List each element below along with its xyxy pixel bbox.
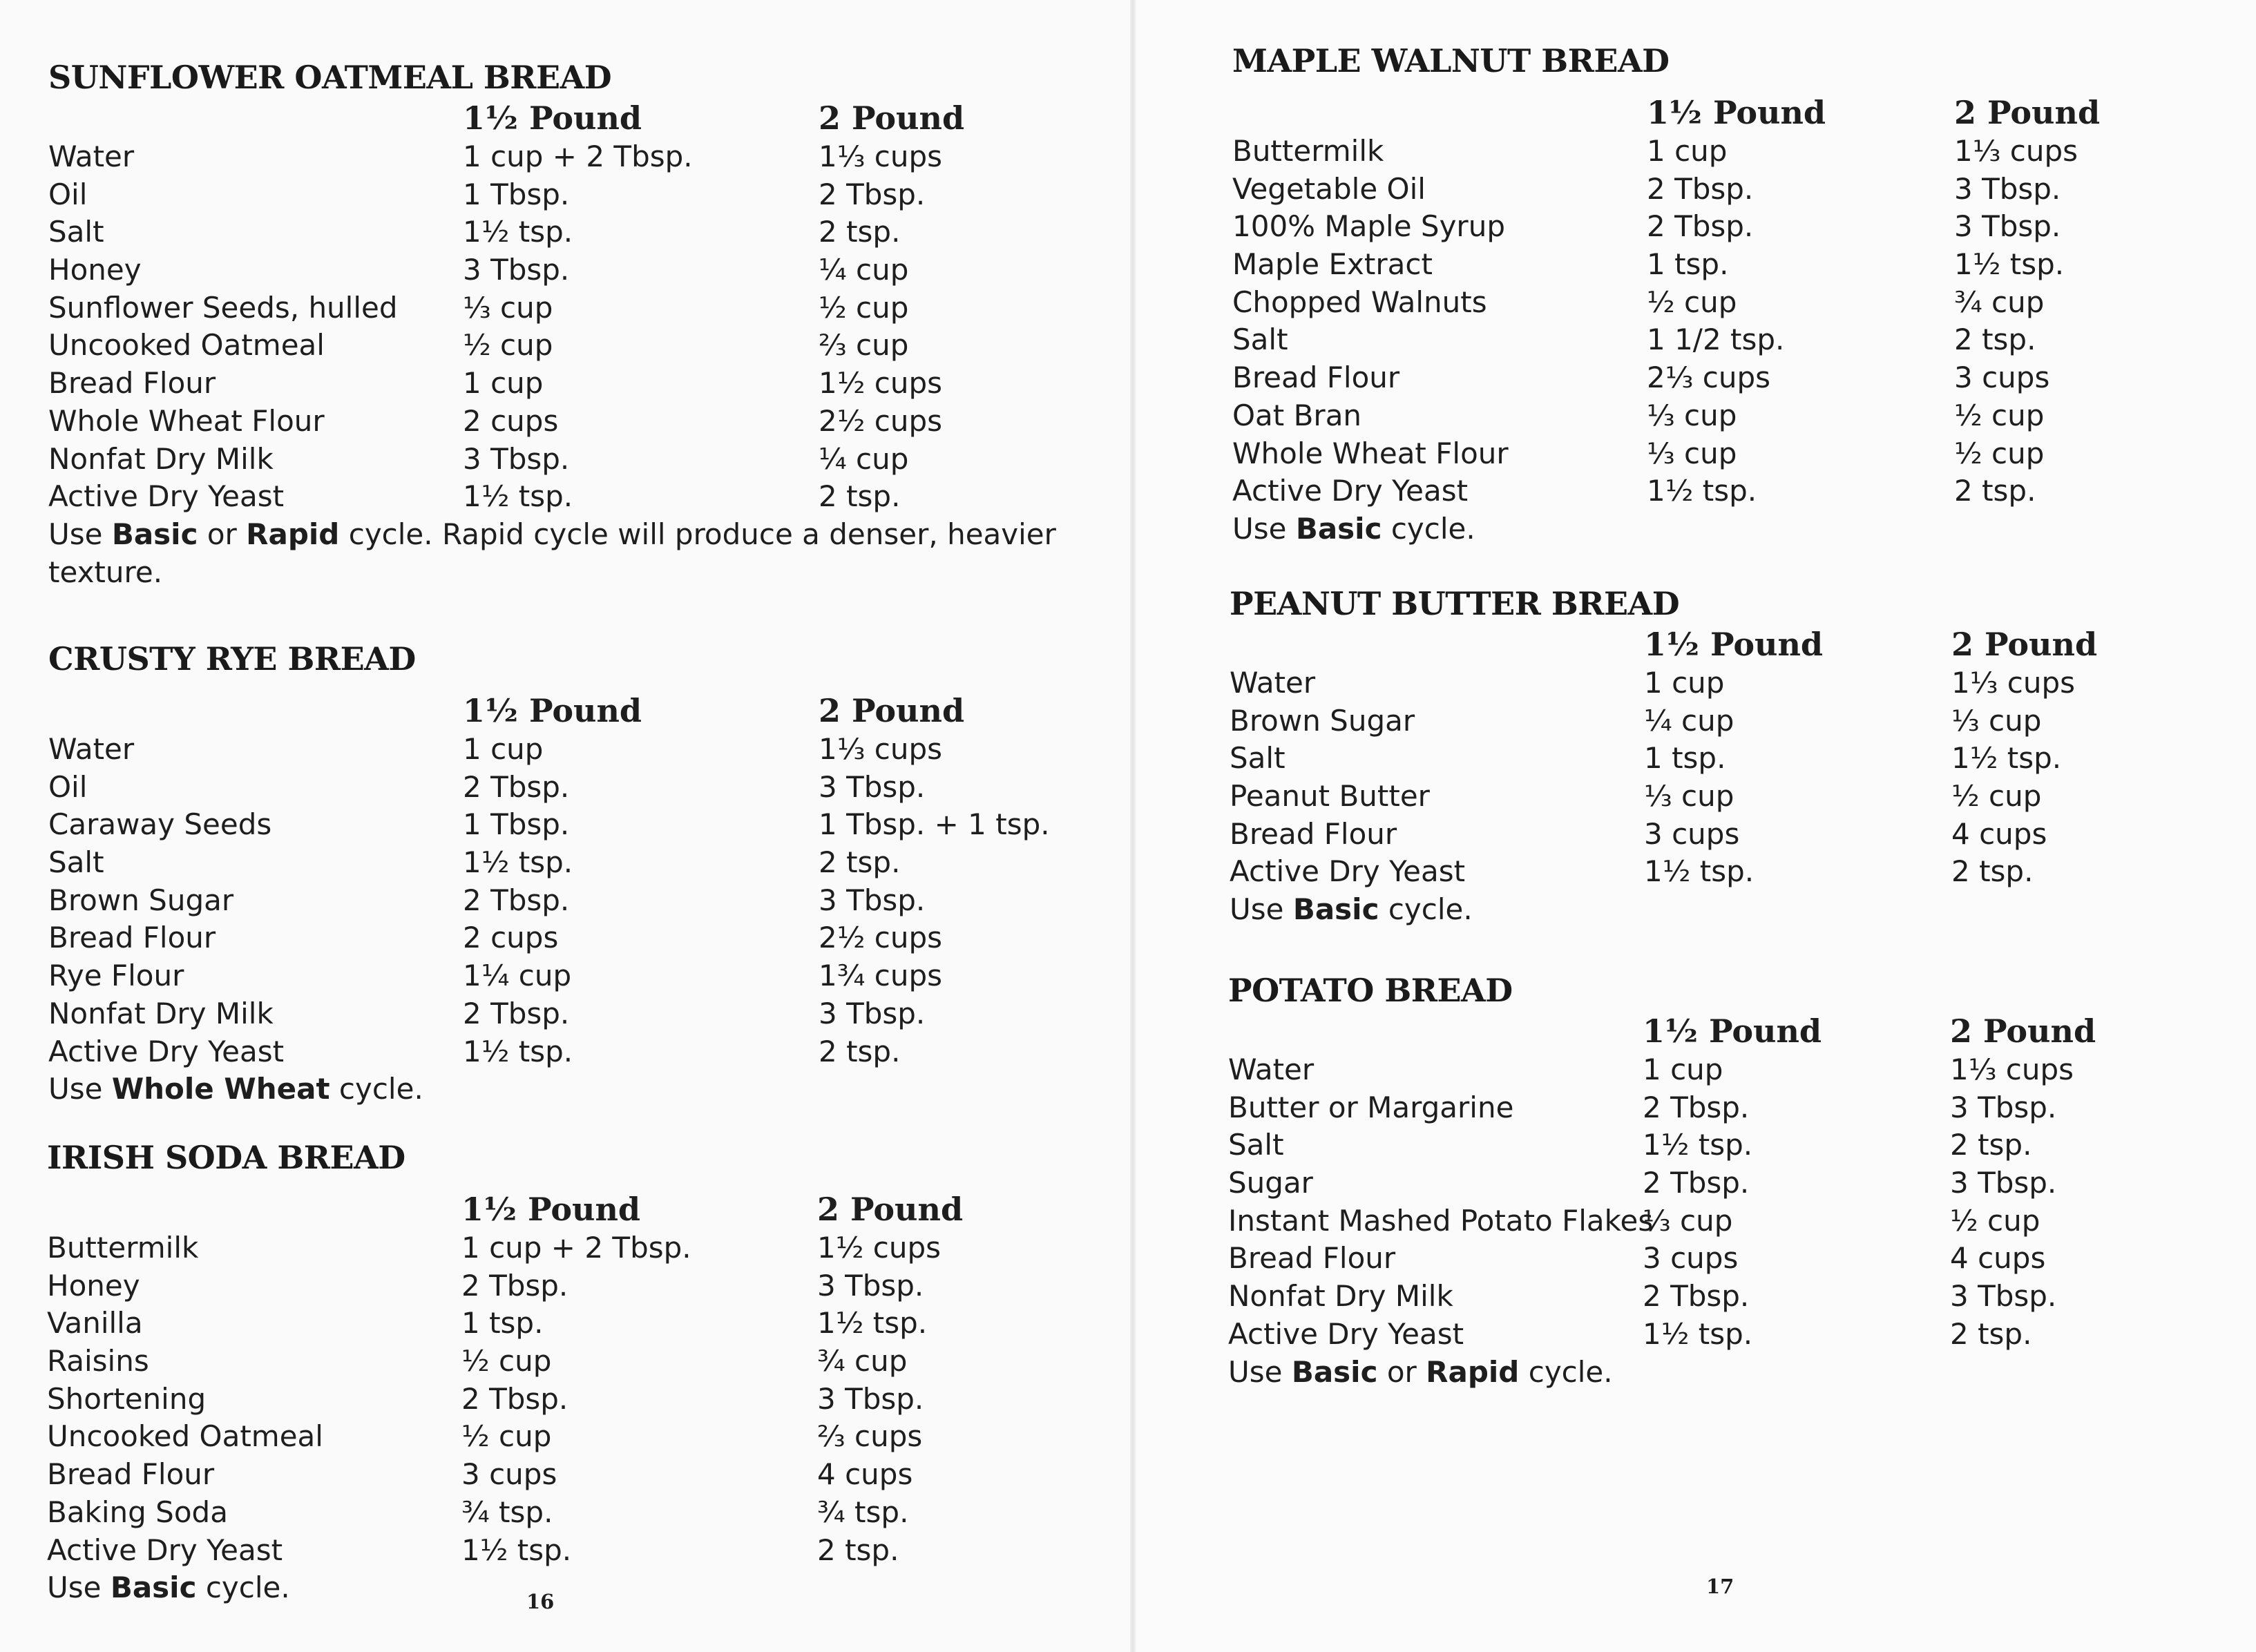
ingredient-row	[1232, 472, 2199, 510]
column-headers	[1230, 624, 2197, 664]
ingredient-row	[48, 138, 1057, 176]
ingredient-row	[47, 1418, 1055, 1456]
ingredient-row	[1230, 702, 2197, 740]
note-text: Use	[48, 517, 112, 551]
ingredient-row	[1228, 1240, 2195, 1278]
cycle-note	[1228, 1354, 2195, 1392]
column-header-1-5-pound: 1½ Pound	[461, 1191, 641, 1228]
amount-1-5-pound: 2 Tbsp.	[1643, 1166, 1750, 1200]
amount-1-5-pound: 2 cups	[463, 921, 559, 955]
amount-2-pound: 3 Tbsp.	[1954, 209, 2061, 244]
amount-1-5-pound: 1½ tsp.	[463, 479, 573, 514]
ingredient-name: Bread Flour	[1232, 361, 1400, 395]
note-text: Use	[1230, 892, 1293, 927]
ingredient-name: Honey	[48, 253, 142, 287]
ingredient-row	[1228, 1316, 2195, 1354]
ingredient-name: Instant Mashed Potato Flakes	[1228, 1203, 1654, 1238]
column-headers	[47, 1189, 1055, 1229]
ingredient-name: Oil	[48, 769, 88, 804]
ingredient-name: Caraway Seeds	[48, 807, 272, 842]
amount-1-5-pound: 2 Tbsp.	[1643, 1090, 1750, 1124]
amount-2-pound: 1⅓ cups	[1951, 666, 2076, 700]
amount-2-pound: 1⅓ cups	[819, 732, 943, 766]
amount-2-pound: 1½ cups	[819, 366, 943, 401]
amount-1-5-pound: 1 cup	[1644, 666, 1725, 700]
amount-2-pound: 2 tsp.	[1954, 323, 2036, 357]
ingredient-row	[1230, 778, 2197, 816]
amount-1-5-pound: ⅓ cup	[1647, 436, 1737, 470]
ingredient-name: Bread Flour	[48, 921, 216, 955]
amount-2-pound: 2½ cups	[819, 403, 943, 438]
cycle-note	[1232, 510, 2199, 548]
note-cycle-name: Basic	[111, 517, 198, 551]
ingredient-row	[47, 1456, 1055, 1494]
ingredient-name: Bread Flour	[1228, 1241, 1396, 1276]
amount-1-5-pound: 1½ tsp.	[1644, 854, 1755, 889]
amount-1-5-pound: 1 1/2 tsp.	[1647, 323, 1785, 357]
amount-2-pound: 3 Tbsp.	[1950, 1166, 2057, 1200]
column-header-2-pound: 2 Pound	[1951, 626, 2098, 663]
column-header-1-5-pound: 1½ Pound	[463, 692, 642, 729]
ingredient-row	[48, 251, 1057, 289]
amount-2-pound: 2½ cups	[819, 921, 943, 955]
column-headers	[1232, 93, 2199, 133]
amount-2-pound: ½ cup	[1951, 779, 2042, 814]
note-cycle-name: Basic	[110, 1571, 197, 1605]
ingredient-row	[48, 478, 1057, 516]
amount-1-5-pound: ⅓ cup	[1647, 398, 1737, 432]
ingredient-name: Bread Flour	[1230, 816, 1397, 851]
amount-2-pound: 2 Tbsp.	[819, 177, 926, 211]
recipe-irish-soda-bread	[47, 1137, 1055, 1607]
ingredient-row	[1232, 435, 2199, 473]
amount-2-pound: ¾ tsp.	[817, 1495, 909, 1529]
column-header-2-pound: 2 Pound	[1954, 94, 2101, 131]
amount-2-pound: 3 Tbsp.	[817, 1268, 924, 1303]
note-text: Use	[1232, 511, 1296, 546]
amount-1-5-pound: 1½ tsp.	[463, 845, 573, 880]
ingredient-name: Active Dry Yeast	[48, 1034, 285, 1068]
recipe-peanut-butter-bread	[1230, 583, 2197, 929]
recipe-title: CRUSTY RYE BREAD	[48, 640, 416, 678]
note-cycle-name: Basic	[1291, 1354, 1378, 1389]
ingredient-row	[1232, 246, 2199, 284]
ingredient-row	[1232, 133, 2199, 171]
ingredient-row	[48, 176, 1057, 214]
ingredient-row	[1230, 816, 2197, 854]
amount-1-5-pound: 1 cup	[1643, 1053, 1723, 1086]
amount-1-5-pound: 3 Tbsp.	[463, 441, 570, 476]
note-text: Use	[1228, 1354, 1292, 1389]
note-text: cycle.	[329, 1072, 423, 1106]
ingredient-row	[47, 1494, 1055, 1532]
amount-2-pound: 4 cups	[817, 1457, 913, 1492]
column-headers	[1228, 1011, 2195, 1051]
recipe-crusty-rye-bread	[48, 638, 1057, 1108]
ingredient-row	[47, 1381, 1055, 1419]
amount-2-pound: 3 Tbsp.	[819, 996, 926, 1030]
amount-2-pound: 3 Tbsp.	[819, 769, 926, 804]
amount-2-pound: ¾ cup	[817, 1344, 908, 1379]
amount-2-pound: ⅓ cup	[1951, 703, 2042, 738]
amount-2-pound: ½ cup	[1954, 436, 2045, 470]
ingredient-row	[47, 1343, 1055, 1381]
ingredient-name: Brown Sugar	[48, 883, 234, 917]
column-header-2-pound: 2 Pound	[819, 99, 965, 137]
ingredient-name: Water	[1230, 666, 1316, 700]
note-text: or	[198, 517, 247, 551]
amount-2-pound: ½ cup	[1950, 1203, 2040, 1238]
amount-2-pound: 1⅓ cups	[1954, 134, 2078, 168]
amount-1-5-pound: 1 cup	[463, 732, 544, 766]
amount-2-pound: 1 Tbsp. + 1 tsp.	[819, 807, 1050, 842]
amount-1-5-pound: 3 cups	[1643, 1241, 1739, 1276]
ingredient-name: Peanut Butter	[1230, 779, 1430, 814]
amount-2-pound: 1½ tsp.	[817, 1306, 928, 1341]
amount-1-5-pound: ½ cup	[461, 1419, 552, 1454]
cycle-note	[48, 1070, 1057, 1108]
amount-1-5-pound: 1½ tsp.	[1647, 474, 1757, 508]
ingredient-row	[47, 1267, 1055, 1305]
note-cycle-name: Rapid	[1426, 1354, 1520, 1389]
ingredient-name: Whole Wheat Flour	[48, 403, 325, 438]
ingredient-row	[48, 365, 1057, 403]
amount-1-5-pound: 2⅓ cups	[1647, 361, 1771, 395]
ingredient-row	[1230, 740, 2197, 778]
amount-1-5-pound: 1 cup	[463, 366, 544, 401]
ingredient-name: Chopped Walnuts	[1232, 285, 1487, 319]
amount-1-5-pound: 2 Tbsp.	[463, 769, 570, 804]
amount-1-5-pound: 2 Tbsp.	[463, 883, 570, 917]
ingredient-name: Sugar	[1228, 1166, 1313, 1200]
ingredient-row	[48, 769, 1057, 807]
column-header-1-5-pound: 1½ Pound	[1643, 1012, 1822, 1050]
amount-1-5-pound: 1¼ cup	[463, 959, 572, 993]
ingredient-row	[1228, 1126, 2195, 1164]
ingredient-row	[48, 403, 1057, 441]
recipe-maple-walnut-bread	[1232, 40, 2199, 548]
ingredient-name: Uncooked Oatmeal	[48, 328, 325, 363]
amount-2-pound: 3 cups	[1954, 361, 2050, 395]
column-header-1-5-pound: 1½ Pound	[1644, 626, 1824, 663]
amount-2-pound: ⅔ cups	[817, 1419, 923, 1454]
ingredient-name: Buttermilk	[47, 1231, 199, 1265]
amount-1-5-pound: 1½ tsp.	[461, 1533, 572, 1567]
column-header-1-5-pound: 1½ Pound	[1647, 94, 1826, 131]
ingredient-row	[48, 441, 1057, 479]
amount-2-pound: ¼ cup	[819, 441, 909, 476]
amount-1-5-pound: ½ cup	[463, 328, 553, 363]
ingredient-name: Buttermilk	[1232, 134, 1384, 168]
amount-1-5-pound: 1 Tbsp.	[463, 177, 570, 211]
amount-1-5-pound: ⅓ cup	[463, 290, 553, 325]
amount-2-pound: ¼ cup	[819, 253, 909, 287]
ingredient-name: Bread Flour	[48, 366, 216, 401]
amount-2-pound: 2 tsp.	[819, 845, 901, 880]
amount-2-pound: 4 cups	[1950, 1241, 2046, 1276]
amount-1-5-pound: ⅓ cup	[1644, 779, 1734, 814]
column-headers	[48, 691, 1057, 731]
note-cycle-name: Rapid	[246, 517, 340, 551]
page-gutter	[1130, 0, 1136, 1652]
amount-1-5-pound: ⅓ cup	[1643, 1203, 1733, 1238]
amount-1-5-pound: 1 Tbsp.	[463, 807, 570, 842]
ingredient-row	[48, 731, 1057, 769]
ingredient-name: Salt	[1232, 323, 1288, 357]
amount-1-5-pound: 2 Tbsp.	[461, 1381, 568, 1416]
ingredient-row	[48, 327, 1057, 365]
ingredient-row	[1230, 853, 2197, 891]
ingredient-row	[48, 213, 1057, 251]
ingredient-name: Butter or Margarine	[1228, 1090, 1514, 1124]
ingredient-name: Uncooked Oatmeal	[47, 1419, 323, 1454]
ingredient-name: Nonfat Dry Milk	[48, 441, 274, 476]
amount-1-5-pound: 1 tsp.	[461, 1306, 544, 1341]
amount-1-5-pound: 1½ tsp.	[463, 1034, 573, 1068]
amount-1-5-pound: 2 cups	[463, 403, 559, 438]
ingredient-row	[1232, 359, 2199, 397]
ingredient-name: Maple Extract	[1232, 247, 1433, 282]
ingredient-row	[1228, 1051, 2195, 1089]
column-header-1-5-pound: 1½ Pound	[463, 99, 642, 137]
ingredient-row	[1232, 397, 2199, 435]
amount-2-pound: 3 Tbsp.	[817, 1381, 924, 1416]
amount-2-pound: 1⅓ cups	[819, 140, 943, 173]
recipe-sunflower-oatmeal-bread	[48, 57, 1057, 591]
amount-2-pound: 2 tsp.	[1950, 1128, 2032, 1162]
amount-1-5-pound: ¼ cup	[1644, 703, 1734, 738]
ingredient-row	[48, 289, 1057, 327]
ingredient-name: Oat Bran	[1232, 398, 1362, 432]
amount-2-pound: ½ cup	[819, 290, 909, 325]
ingredient-name: Honey	[47, 1268, 140, 1303]
amount-1-5-pound: 3 cups	[461, 1457, 557, 1492]
ingredient-name: Salt	[1230, 741, 1285, 776]
ingredient-row	[48, 1033, 1057, 1071]
ingredient-row	[1230, 664, 2197, 702]
ingredient-name: Sunflower Seeds, hulled	[48, 290, 398, 325]
ingredient-row	[48, 844, 1057, 882]
ingredient-row	[1228, 1278, 2195, 1316]
note-text: cycle. Rapid cycle will produce a denser, heavier texture.	[48, 517, 1056, 589]
amount-1-5-pound: 1 tsp.	[1647, 247, 1729, 282]
ingredient-row	[47, 1229, 1055, 1267]
column-header-2-pound: 2 Pound	[1950, 1012, 2096, 1050]
note-text: or	[1377, 1354, 1426, 1389]
ingredient-name: 100% Maple Syrup	[1232, 209, 1505, 244]
amount-2-pound: 3 Tbsp.	[1950, 1090, 2057, 1124]
note-cycle-name: Basic	[1292, 892, 1379, 927]
ingredient-row	[47, 1532, 1055, 1570]
column-header-2-pound: 2 Pound	[819, 692, 965, 729]
amount-2-pound: 1½ cups	[817, 1231, 941, 1265]
note-cycle-name: Basic	[1295, 511, 1382, 546]
note-text: Use	[48, 1072, 112, 1106]
ingredient-name: Vanilla	[47, 1306, 143, 1341]
page-number-left: 16	[526, 1590, 555, 1613]
amount-1-5-pound: 2 Tbsp.	[1647, 171, 1754, 206]
amount-1-5-pound: ¾ tsp.	[461, 1495, 553, 1529]
amount-1-5-pound: ½ cup	[461, 1344, 552, 1379]
amount-2-pound: 1½ tsp.	[1954, 247, 2065, 282]
ingredient-row	[1228, 1164, 2195, 1202]
ingredient-row	[47, 1305, 1055, 1343]
column-headers	[48, 98, 1057, 138]
amount-2-pound: 2 tsp.	[817, 1533, 899, 1567]
amount-1-5-pound: 2 Tbsp.	[461, 1268, 568, 1303]
ingredient-row	[48, 995, 1057, 1033]
note-text: Use	[47, 1571, 111, 1605]
ingredient-row	[1232, 171, 2199, 209]
ingredient-name: Baking Soda	[47, 1495, 228, 1529]
amount-2-pound: 1¾ cups	[819, 959, 943, 993]
amount-2-pound: 2 tsp.	[819, 1034, 901, 1068]
amount-2-pound: 3 Tbsp.	[1954, 171, 2061, 206]
recipe-title: POTATO BREAD	[1228, 972, 1513, 1009]
amount-2-pound: ⅔ cup	[819, 328, 909, 363]
amount-2-pound: 3 Tbsp.	[1950, 1279, 2057, 1314]
ingredient-name: Salt	[48, 215, 104, 249]
ingredient-row	[1232, 321, 2199, 359]
amount-1-5-pound: 1½ tsp.	[1643, 1128, 1753, 1162]
ingredient-name: Water	[1228, 1053, 1315, 1086]
ingredient-name: Active Dry Yeast	[1230, 854, 1466, 889]
amount-1-5-pound: 1 cup	[1647, 134, 1728, 168]
ingredient-name: Raisins	[47, 1344, 149, 1379]
cycle-note	[48, 516, 1057, 591]
recipe-potato-bread	[1228, 970, 2195, 1391]
ingredient-name: Rye Flour	[48, 959, 184, 993]
amount-1-5-pound: 1½ tsp.	[1643, 1316, 1753, 1351]
amount-2-pound: 1⅓ cups	[1950, 1053, 2074, 1086]
amount-1-5-pound: 2 Tbsp.	[1643, 1279, 1750, 1314]
ingredient-name: Nonfat Dry Milk	[1228, 1279, 1453, 1314]
amount-1-5-pound: 3 cups	[1644, 816, 1740, 851]
ingredient-name: Salt	[48, 845, 104, 880]
ingredient-name: Active Dry Yeast	[1228, 1316, 1464, 1351]
amount-1-5-pound: 2 Tbsp.	[463, 996, 570, 1030]
amount-2-pound: 2 tsp.	[1950, 1316, 2032, 1351]
page-number-right: 17	[1706, 1575, 1734, 1598]
note-text: cycle.	[196, 1571, 290, 1605]
ingredient-row	[1232, 208, 2199, 246]
cycle-note	[1230, 891, 2197, 929]
ingredient-name: Vegetable Oil	[1232, 171, 1426, 206]
note-cycle-name: Whole Wheat	[111, 1072, 330, 1106]
ingredient-row	[1228, 1089, 2195, 1127]
ingredient-row	[48, 806, 1057, 844]
ingredient-name: Nonfat Dry Milk	[48, 996, 274, 1030]
ingredient-name: Oil	[48, 177, 88, 211]
ingredient-row	[48, 957, 1057, 995]
note-text: cycle.	[1382, 511, 1475, 546]
amount-2-pound: 1½ tsp.	[1951, 741, 2062, 776]
ingredient-name: Bread Flour	[47, 1457, 215, 1492]
amount-2-pound: 2 tsp.	[819, 215, 901, 249]
ingredient-row	[48, 919, 1057, 957]
recipe-title: SUNFLOWER OATMEAL BREAD	[48, 59, 612, 96]
note-text: cycle.	[1519, 1354, 1613, 1389]
amount-1-5-pound: 1 cup + 2 Tbsp.	[463, 140, 693, 173]
amount-1-5-pound: 1½ tsp.	[463, 215, 573, 249]
amount-2-pound: 3 Tbsp.	[819, 883, 926, 917]
amount-2-pound: 2 tsp.	[1951, 854, 2034, 889]
amount-1-5-pound: 3 Tbsp.	[463, 253, 570, 287]
recipe-title: MAPLE WALNUT BREAD	[1232, 42, 1670, 79]
ingredient-name: Brown Sugar	[1230, 703, 1415, 738]
amount-2-pound: 4 cups	[1951, 816, 2047, 851]
ingredient-name: Water	[48, 732, 135, 766]
amount-2-pound: 2 tsp.	[1954, 474, 2036, 508]
ingredient-name: Shortening	[47, 1381, 207, 1416]
ingredient-row	[1228, 1202, 2195, 1240]
amount-1-5-pound: 2 Tbsp.	[1647, 209, 1754, 244]
ingredient-name: Active Dry Yeast	[47, 1533, 283, 1567]
amount-2-pound: ¾ cup	[1954, 285, 2045, 319]
note-text: cycle.	[1379, 892, 1473, 927]
recipe-title: IRISH SODA BREAD	[47, 1139, 405, 1176]
ingredient-name: Active Dry Yeast	[48, 479, 285, 514]
ingredient-name: Salt	[1228, 1128, 1284, 1162]
amount-1-5-pound: ½ cup	[1647, 285, 1737, 319]
amount-2-pound: 2 tsp.	[819, 479, 901, 514]
recipe-title: PEANUT BUTTER BREAD	[1230, 585, 1680, 622]
amount-2-pound: ½ cup	[1954, 398, 2045, 432]
ingredient-row	[1232, 284, 2199, 322]
ingredient-row	[48, 882, 1057, 920]
ingredient-name: Active Dry Yeast	[1232, 474, 1469, 508]
amount-1-5-pound: 1 cup + 2 Tbsp.	[461, 1231, 691, 1265]
column-header-2-pound: 2 Pound	[817, 1191, 964, 1228]
amount-1-5-pound: 1 tsp.	[1644, 741, 1726, 776]
ingredient-name: Whole Wheat Flour	[1232, 436, 1509, 470]
ingredient-name: Water	[48, 140, 135, 173]
